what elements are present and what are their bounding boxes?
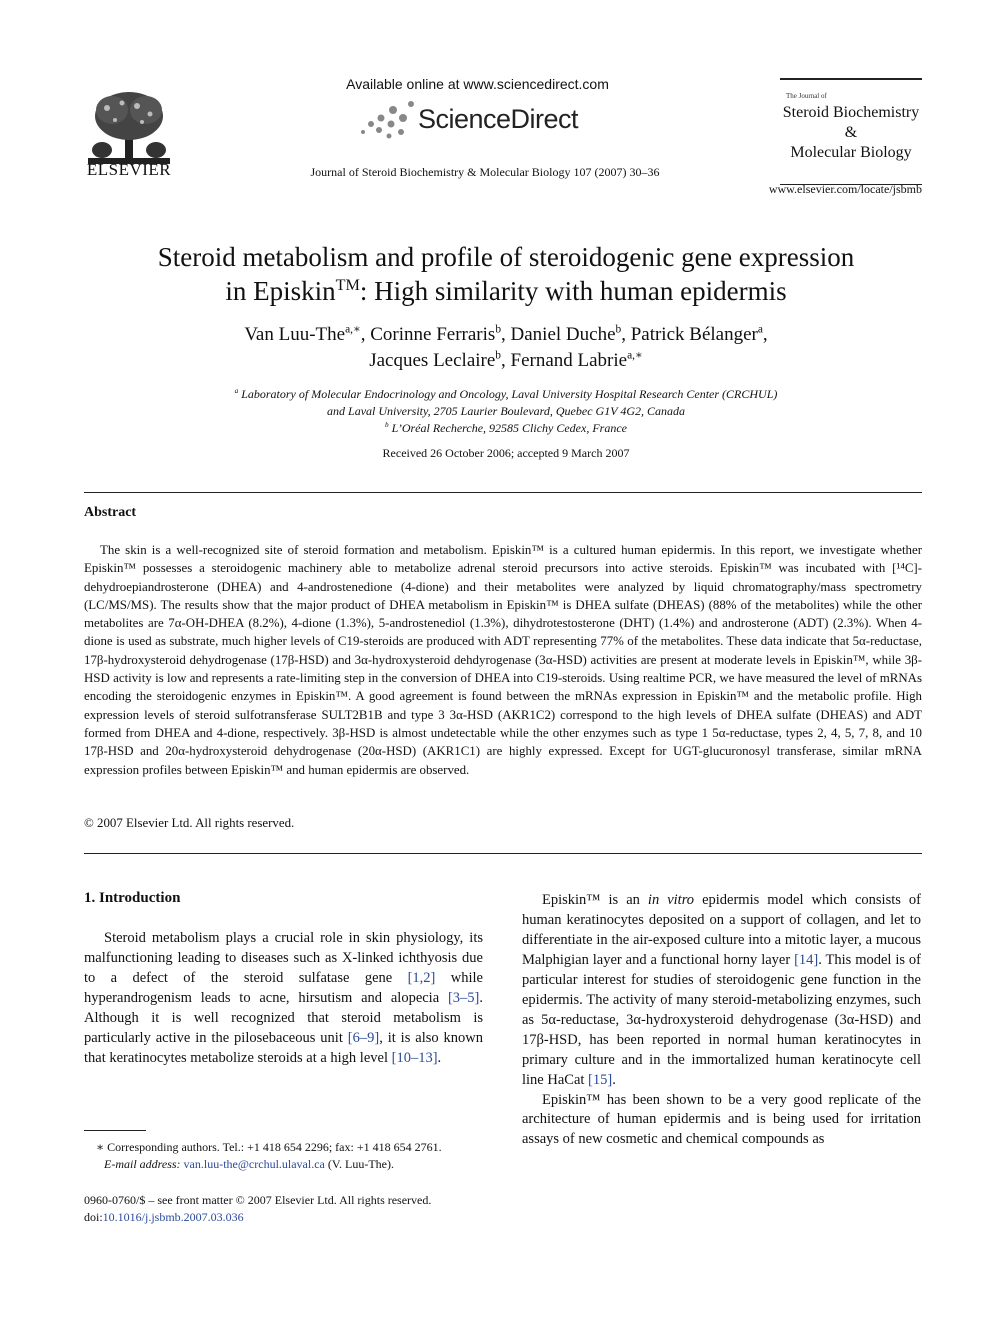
author-line1: [96, 322, 916, 348]
divider-top: [84, 492, 922, 493]
affiliation-a-line2: and Laval University, 2705 Laurier Boulevard, Quebec G1V 4G2, Canada: [327, 404, 685, 418]
abstract-body: [84, 541, 922, 779]
trademark-mark: TM: [335, 276, 360, 294]
right-column: [522, 891, 921, 1150]
doi-link[interactable]: 10.1016/j.jsbmb.2007.03.036: [102, 1210, 244, 1224]
footnote-line2: [84, 1156, 484, 1173]
author-sep: ,: [501, 350, 511, 371]
author-line2: [96, 348, 916, 374]
text-span: while hyperandrogenism leads to acne, hirsutism and alopecia: [84, 969, 483, 1006]
journal-box-line1: Steroid Biochemistry: [782, 104, 920, 121]
email-suffix: (V. Luu-The).: [324, 1157, 394, 1171]
footnote-rule: [84, 1130, 146, 1131]
author-name: Patrick Bélanger: [630, 324, 758, 345]
author-name: Daniel Duche: [510, 324, 616, 345]
citation-link[interactable]: [10–13]: [391, 1049, 438, 1066]
affiliation-mark: a: [234, 387, 239, 395]
front-matter-line1: 0960-0760/$ – see front matter © 2007 Elsevier Ltd. All rights reserved.: [84, 1193, 432, 1207]
author-sup[interactable]: b: [615, 323, 622, 336]
text-span: . Although it is well recognized that steroid metabolism is particularly active in the pilosebaceous unit: [84, 989, 483, 1046]
author-sup[interactable]: a: [757, 323, 763, 336]
footnote-line1: [84, 1139, 484, 1156]
author-name: Corinne Ferraris: [370, 324, 496, 345]
affiliations: [96, 386, 916, 437]
left-column: [84, 929, 483, 1069]
italic-text: in vitro: [647, 892, 695, 908]
doi-line: [84, 1209, 504, 1226]
text-span: , it is also known that keratinocytes metabolize steroids at a high level: [84, 1029, 483, 1066]
text-span: . This model is of particular interest for studies of steroidogenic gene function in the epidermis. The activity of many steroid-metabolizing enzymes, such as 5α-reductase, 3α-hydroxysteroid dehydrogenase (3α-HSD) and 17β-HSD, has been reported in normal human keratinocytes in primary culture and in the immortalized human keratinocyte cell line HaCat: [522, 951, 921, 1088]
author-sup[interactable]: a,∗: [627, 349, 643, 362]
citation-link[interactable]: [14]: [794, 951, 819, 968]
text-span: .: [612, 1071, 616, 1088]
author-sep: ,: [621, 324, 631, 345]
journal-reference: Journal of Steroid Biochemistry & Molecular Biology 107 (2007) 30–36: [310, 165, 660, 179]
title-line2: [96, 274, 916, 308]
intro-paragraph-1: [84, 929, 483, 1069]
front-matter: [84, 1192, 504, 1226]
author-sup[interactable]: b: [495, 349, 501, 362]
received-dates: Received 26 October 2006; accepted 9 March 2007: [382, 446, 630, 460]
abstract-heading: Abstract: [84, 505, 137, 520]
affiliation-a-line1: Laboratory of Molecular Endocrinology and Oncology, Laval University Hospital Research Center (CRCHUL): [241, 387, 778, 401]
footnote-text: Corresponding authors. Tel.: +1 418 654 2296; fax: +1 418 654 2761.: [107, 1140, 442, 1154]
text-span: Steroid metabolism plays a crucial role in skin physiology, its malfunctioning leading to diseases such as X-linked ichthyosis due to a defect of the steroid sulfatase gene: [84, 930, 483, 986]
journal-box-small-text: The Journal of: [786, 92, 827, 100]
citation-link[interactable]: [6–9]: [347, 1029, 380, 1046]
author-sep: ,: [360, 324, 371, 345]
intro-paragraph-3: Episkin™ has been shown to be a very good replicate of the architecture of human epidermis and is being used for irritation assays of new cosmetic and chemical compounds as: [522, 1091, 921, 1148]
journal-url[interactable]: www.elsevier.com/locate/jsbmb: [768, 182, 922, 196]
sciencedirect-brand: ScienceDirect: [418, 104, 579, 134]
author-sup[interactable]: b: [495, 323, 502, 336]
author-sep: ,: [762, 324, 768, 345]
email-link[interactable]: van.luu-the@crchul.ulaval.ca: [183, 1157, 325, 1171]
footnote-mark: ∗: [96, 1140, 105, 1154]
intro-paragraph-2: [522, 891, 921, 1091]
text-span: epidermis model which consists of human keratinocytes deposited on a support of collagen, and let to differentiate in the air-exposed culture into a mitotic layer, a mucous Malphigian layer and a functional horny layer: [522, 892, 921, 968]
journal-box-line3: Molecular Biology: [790, 144, 912, 161]
affiliation-b-line: L’Oréal Recherche, 92585 Clichy Cedex, France: [391, 421, 627, 435]
copyright-line: © 2007 Elsevier Ltd. All rights reserved.: [84, 816, 295, 830]
available-online-text[interactable]: Available online at www.sciencedirect.com: [346, 76, 609, 92]
journal-box-line2: &: [844, 124, 858, 141]
paper-title: [96, 240, 916, 308]
author-sep: ,: [501, 324, 511, 345]
author-list: [96, 322, 916, 374]
email-label: E-mail address:: [104, 1157, 181, 1171]
title-line2-b: : High similarity with human epidermis: [359, 276, 787, 306]
citation-link[interactable]: [15]: [588, 1071, 613, 1088]
affiliation-a: [96, 386, 916, 403]
divider-bottom: [84, 853, 922, 854]
footnote: [84, 1139, 484, 1173]
publisher-name: ELSEVIER: [86, 160, 172, 179]
author-name: Fernand Labrie: [510, 350, 628, 371]
abstract-paragraph: The skin is a well-recognized site of steroid formation and metabolism. Episkin™ is a cultured human epidermis. In this report, we investigate whether Episkin™ possesses a steroidogenic machinery able to metabolize adrenal steroid precursors into active steroids. Episkin™ was incubated with [¹⁴C]-dehydroepiandrosterone (DHEA) and 4-androstenedione (4-dione) and their metabolites were analyzed by liquid chromatography/mass spectrometry (LC/MS/MS). The results show that the major product of DHEA metabolism in Episkin™ is DHEA sulfate (DHEAS) (88% of the metabolites) while the other metabolites are 7α-OH-DHEA (8.2%), 4-dione (1.3%), 5-androstenediol (1.3%), dihydrotestosterone (DHT) (1.4%) and androsterone (ADT) (2.3%). When 4-dione is used as substrate, much higher levels of C19-steroids are produced with ADT representing 77% of the metabolites. These data indicate that 5α-reductase, 17β-hydroxysteroid dehydrogenase (17β-HSD) and 3α-hydroxysteroid dehdyrogenase (3α-HSD) activities are present at moderate levels in Episkin™, while 3β-HSD activity is low and represents a rate-limiting step in the conversion of DHEA into C19-steroids. Using realtime PCR, we have measured the level of mRNAs encoding the steroidogenic enzymes in Episkin™. A good agreement is found between the mRNAs expression in Episkin™ and the metabolic profile. High expression levels of steroid sulfotransferase SULT2B1B and type 3 3α-HSD (AKR1C2) correspond to the high levels of DHEA sulfate (DHEAS) and ADT formed from DHEA and 4-dione, respectively. 3β-HSD is almost undetectable while the other enzymes such as type 1 5α-reductase, types 2, 4, 5, 7, 8, and 10 17β-HSD and 20α-hydroxysteroid dehydrogenase (20α-HSD) (AKR1C1) are highly expressed. Except for UGT-glucuronosyl transferase, similar mRNA expression profiles between Episkin™ and human epidermis are observed.: [84, 543, 922, 777]
title-line1: Steroid metabolism and profile of steroidogenic gene expression: [157, 242, 855, 272]
citation-link[interactable]: [1,2]: [407, 969, 436, 986]
author-sup[interactable]: a,∗: [345, 323, 361, 336]
author-name: Jacques Leclaire: [369, 350, 496, 371]
affiliation-b: [96, 420, 916, 437]
author-name: Van Luu-The: [244, 324, 346, 345]
section-heading-introduction: 1. Introduction: [84, 890, 181, 906]
citation-link[interactable]: [3–5]: [447, 989, 480, 1006]
text-span: Episkin™ is an: [542, 892, 648, 908]
affiliation-mark: b: [385, 421, 389, 429]
text-span: .: [437, 1049, 442, 1066]
journal-box-title: [780, 103, 922, 163]
doi-prefix: doi:: [84, 1210, 103, 1224]
title-line2-a: in Episkin: [225, 276, 336, 306]
